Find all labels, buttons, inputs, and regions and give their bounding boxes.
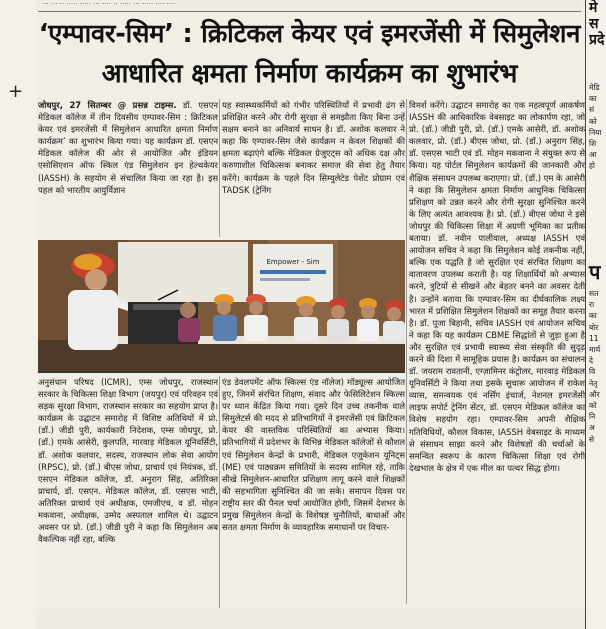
adjacent-text-fragment: मेडि का सं को निया शि आ हो <box>589 83 602 171</box>
column-divider <box>219 376 220 608</box>
dignitary-5 <box>327 298 349 341</box>
adjacent-headline-fragment: मे स प्रदे <box>589 0 605 48</box>
banner-text: Empower - Sim <box>266 258 320 266</box>
column-4-text: अनुसंधान परिषद (ICMR), एम्स जोधपुर, राजस्थान सरकार के चिकित्सा शिक्षा विभाग (जयपुर) एवं परिवहन एवं सड़क सुरक्षा विभाग, राजस्थान सरकार का सहयोग प्राप्त है। कार्यक्रम के उद्घाटन समारोह में विशिष्ट अतिथियों में प्रो. (डॉ.) जीडी पुरी, कार्यकारी निदेशक, एम्स जोधपुर, प्रो. (डॉ.) एमके आसेरी, कुलपति, मारवाड़ मेडिकल यूनिवर्सिटी, डॉ. अशोक कलवार, सदस्य, राजस्थान लोक सेवा आयोग (RPSC), प्रो. (डॉ.) बीएस जोधा, प्राचार्य एवं नियंत्रक, डॉ. एसएन मेडिकल कॉलेज, डॉ. अनुराग सिंह, अतिरिक्त प्राचार्य, डॉ. एसएन. मेडिकल कॉलेज, डॉ. एसएस भाटी, अतिरिक्त प्राचार्य एवं अधीक्षक, एमजीएच, व डॉ. मोहन मकवाना, अधीक्षक, उम्मेद अस्पताल शामिल थे। उद्घाटन अवसर पर प्रो. (डॉ.) जीडी पुरी ने कहा कि सिमुलेशन अब वैकल्पिक नहीं रहा, बल्कि <box>38 377 218 545</box>
article-headline <box>38 14 581 94</box>
column-1-text: डॉ. एसएन मेडिकल कॉलेज में तीन दिवसीय एम्पावर-सिम : क्रिटिकल केयर एवं इमरजेंसी में सिमुलेशन आधारित क्षमता निर्माण कार्यक्रम’ का शुभारंभ किया गया। यह कार्यक्रम डॉ. एसएन मेडिकल कॉलेज की ओर से आयोजित और इंडियन एसोसिएशन ऑफ स्किल एंड सिमुलेशन इन हेल्थकेयर (IASSH) के सहयोग से संचालित किया जा रहा है। इस पहल को भारतीय आयुर्विज्ञान <box>38 100 218 195</box>
dignitary-3 <box>244 294 268 341</box>
adjacent-text-fragment-lower: सत रा का बोर 11 मार्च दे वि नेतृ और को नि अ से <box>589 289 601 444</box>
dignitary-6 <box>357 298 379 341</box>
column-5-text: एंड डेवलपमेंट ऑफ स्किल्स एंड नॉलेज) मॉड्यूल्स आयोजित हुए, जिनमें संरचित शिक्षण, संवाद और फेसिलिटेशन स्किल्स पर ध्यान केंद्रित किया गया। दूसरे दिन उच्च तकनीक वाले सिमुलेटर्स की मदद से प्रतिभागियों ने इमरजेंसी एवं क्रिटिकल केयर की वास्तविक परिस्थितियों का अभ्यास किया। प्रतिभागियों में प्रदेशभर के विभिन्न मेडिकल कॉलेजों से कौशल एवं सिमुलेशन केन्द्रों के प्रभारी, मेडिकल एजुकेशन यूनिट्स (ME) एवं पाठ्यक्रम समितियों के सदस्य शामिल रहे, ताकि सीखे सिमुलेशन-आधारित प्रशिक्षण लागू करने वाले शिक्षकों की सहभागिता सुनिश्चित की जा सके। समापन दिवस पर राष्ट्रीय स्तर की पैनल चर्चा आयोजित होगी, जिसमें देशभर के प्रमुख सिमुलेशन केन्द्रों के विशेषज्ञ चुनौतियों, बाधाओं और सतत क्षमता निर्माण के व्यावहारिक समाधानों पर विचार- <box>222 377 405 533</box>
article-column-4 <box>38 376 218 608</box>
column-2-text: यह स्वास्थ्यकर्मियों को गंभीर परिस्थितियों में प्रभावी ढंग से प्रशिक्षित करने और रोगी सुरक्षा से समझौता किए बिना उन्हें सक्षम बनाने का अनिवार्य साधन है। डॉ. अशोक कलवार ने कहा कि एम्पावर-सिम जैसे कार्यक्रम न केवल शिक्षकों की क्षमता बढ़ाएंगे बल्कि मेडिकल ग्रेजुएट्स को अधिक दक्ष और करुणाशील चिकित्सक बनाकर समाज की सेवा हेतु तैयार करेंगे। कार्यक्रम के पहले दिन सिम्युलेटेड पेशेंट प्रोग्राम एवं TADSK (ट्रेनिंग <box>222 100 405 195</box>
article-column-5 <box>222 376 405 608</box>
inauguration-photo-image <box>38 240 405 373</box>
dignitary-4 <box>294 296 318 341</box>
headline-line-2: आधारित क्षमता निर्माण कार्यक्रम का शुभारंभ <box>101 59 518 89</box>
dateline: जोधपुर, 27 सितम्बर @ प्रसन्न टाइम्स. <box>38 100 177 110</box>
adjacent-article-column <box>585 0 606 629</box>
column-divider <box>406 99 407 604</box>
column-3-text: विमर्श करेंगे। उद्घाटन समारोह का एक महत्वपूर्ण आकर्षण IASSH की आधिकारिक वेबसाइट का लोकार्पण रहा, जो प्रो. (डॉ.) जीडी पुरी, प्रो. (डॉ.) एमके आसेरी, डॉ. अशोक कलवार, प्रो. (डॉ.) बीएस जोधा, प्रो. (डॉ.) अनुराग सिंह, डॉ. एसएस भाटी एवं डॉ. मोहन मकवाना ने संयुक्त रूप से किया। यह पोर्टल सिमुलेशन कार्यक्रमों की जानकारी और शैक्षिक संसाधन उपलब्ध कराएगा। प्रो. (डॉ.) एम के आसेरी ने कहा कि सिमुलेशन क्षमता निर्माण आधुनिक चिकित्सा प्रशिक्षण को उन्नत करने और रोगी सुरक्षा सुनिश्चित करने के लिए अत्यंत आवश्यक है। प्रो. (डॉ.) बीएस जोधा ने इसे जोधपुर की चिकित्सा शिक्षा में अग्रणी भूमिका का प्रतीक बताया। डॉ. नवीन पालीवाल, अध्यक्ष IASSH एवं आयोजन सचिव ने कहा कि सिमुलेशन कोई तकनीक नहीं, बल्कि एक पद्धति है जो सुरक्षित एवं संरचित शिक्षण का वातावरण उपलब्ध कराती है। यह शिक्षार्थियों को अभ्यास करने, त्रुटियों से सीखने और बेहतर बनने का अवसर देती है। उन्होंने बताया कि एम्पावर-सिम का दीर्घकालिक लक्ष्य भारत में प्रशिक्षित सिमुलेशन शिक्षकों का समूह तैयार करना है। डॉ. पूजा बिहानी, सचिव IASSH एवं आयोजन सचिव ने कहा कि यह कार्यक्रम CBME सिद्धांतों से जुड़ा हुआ है और सुरक्षित एवं प्रभावी स्वास्थ्य सेवा संस्कृति की सुदृढ़ करने की दिशा में सामूहिक प्रयास है। कार्यक्रम का संचालन डॉ. जयराम रावतानी, एग्ज़ामिनर कंट्रोलर, मारवाड़ मेडिकल यूनिवर्सिटी ने किया तथा इसके सुचारू आयोजन में राकेश व्यास, समन्वयक एवं नर्सिंग इंचार्ज, नेशनल इमरजेंसी लाइफ सपोर्ट ट्रेनिंग सेंटर, डॉ. एसएन मेडिकल कॉलेज का विशेष सहयोग रहा। एम्पावर-सिम अपनी शैक्षिक गतिविधियों, कौशल विकास, IASSH वेबसाइट के माध्यम से संसाधन साझा करने और विशेषज्ञों की चर्चाओं के समन्वित स्वरूप के कारण चिकित्सा शिक्षा एवं रोगी देखभाल के क्षेत्र में एक मील का पत्थर सिद्ध होगा। <box>409 100 585 473</box>
adjacent-heading-fragment: प <box>589 260 601 284</box>
headline-line-1: ‘एम्पावर-सिम’ : क्रिटिकल केयर एवं इमरजेंसी में सिमुलेशन <box>38 19 581 49</box>
column-divider <box>219 99 220 237</box>
article-column-2 <box>222 99 405 237</box>
masthead-fragment: ··· ··· ·· ····· ····· ··· ···· ·· ····· ··· ····· ···· ···· <box>36 0 581 11</box>
event-photo <box>38 240 405 373</box>
top-rule <box>38 11 581 12</box>
article-column-1 <box>38 99 218 237</box>
dignitary-2 <box>213 294 237 341</box>
scan-margin-bottom <box>36 610 585 629</box>
article-column-3 <box>409 99 585 604</box>
photo-bottom-rule <box>38 371 405 373</box>
registration-mark-icon: + <box>8 81 24 102</box>
